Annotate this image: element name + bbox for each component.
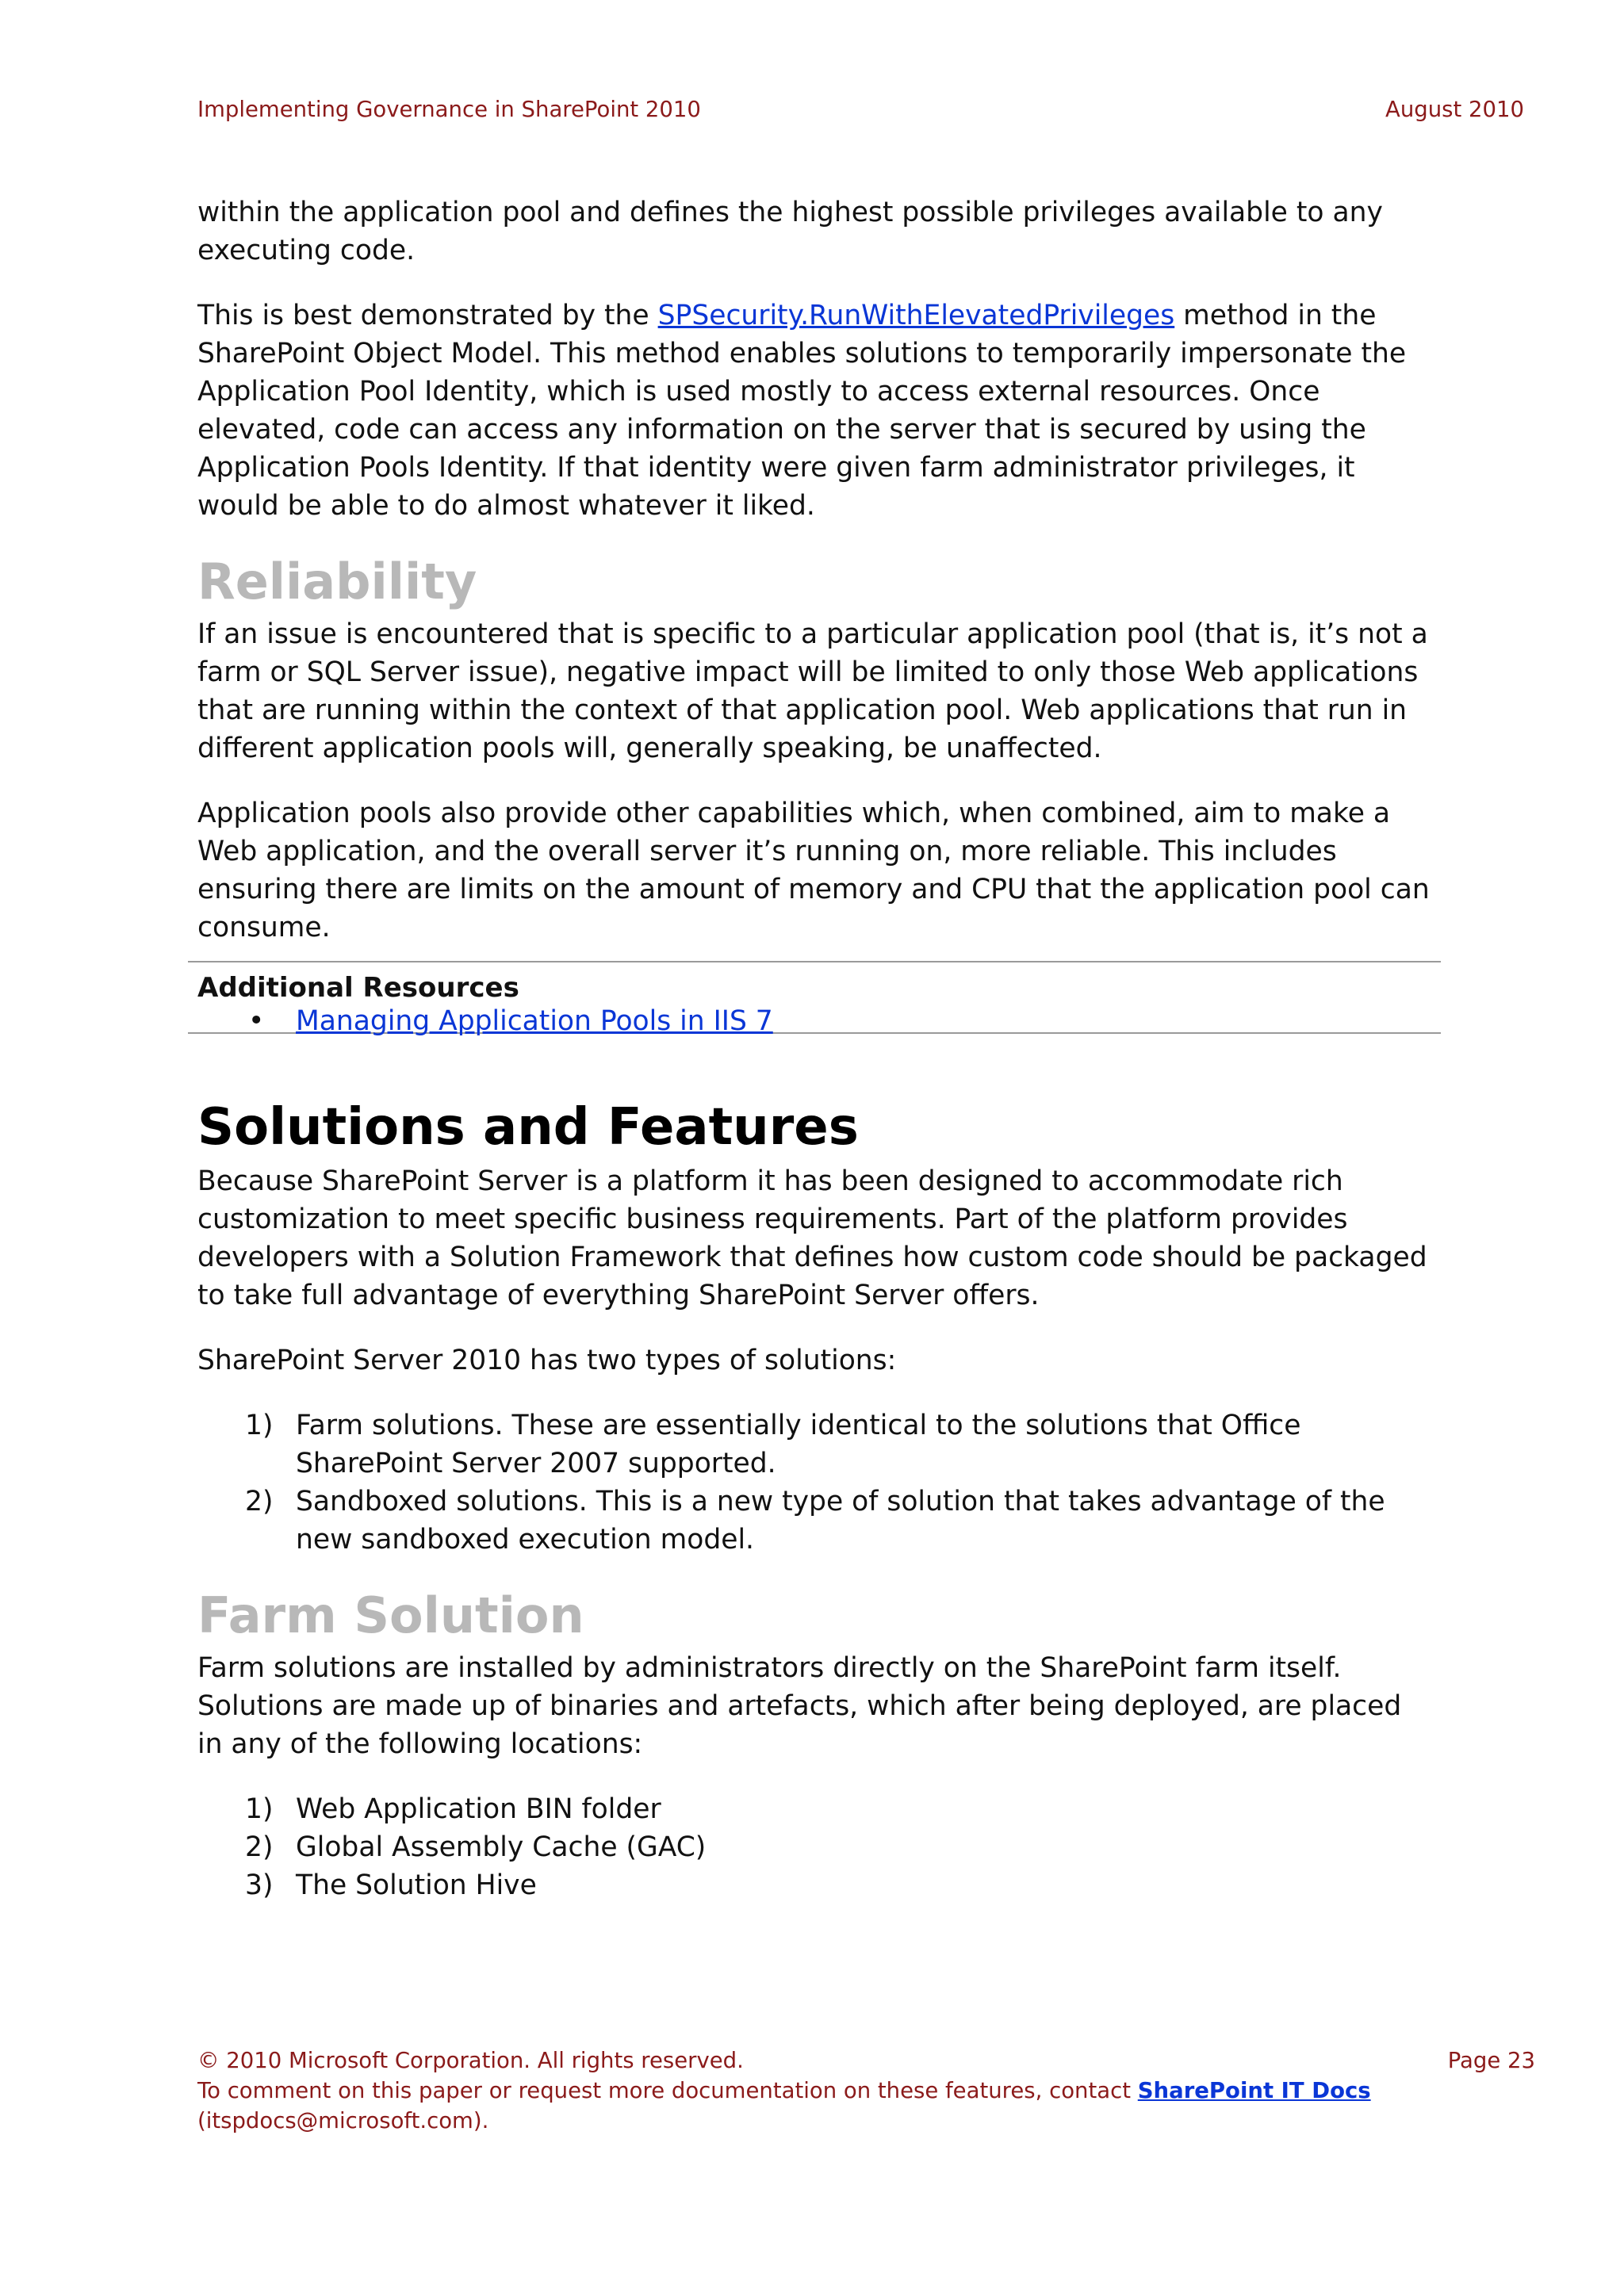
list-number: 1) — [245, 1793, 274, 1825]
list-item-text: Web Application BIN folder — [296, 1793, 661, 1825]
spacer — [197, 1034, 1434, 1096]
list-item-text: Farm solutions. These are essentially identical to the solutions that Office SharePoint Server 2007 supported. — [296, 1410, 1301, 1479]
paragraph-text: This is best demonstrated by the — [197, 300, 658, 331]
paragraph: SharePoint Server 2010 has two types of solutions: — [197, 1345, 897, 1376]
list-item — [197, 1483, 1434, 1559]
spsecurity-link[interactable]: SPSecurity.RunWithElevatedPrivileges — [657, 300, 1175, 331]
farm-solution-heading: Farm Solution — [197, 1586, 584, 1644]
additional-resources-title: Additional Resources — [197, 972, 519, 1004]
list-item-text: Sandboxed solutions. This is a new type of solution that takes advantage of the new sandboxed execution model. — [296, 1486, 1385, 1556]
footer-row — [197, 2045, 1535, 2076]
list-item — [197, 1866, 1434, 1904]
bullet-icon: • — [248, 1005, 265, 1037]
resource-list-item — [197, 1004, 1441, 1039]
document-date: August 2010 — [1385, 97, 1524, 122]
paragraph: Because SharePoint Server is a platform it has been designed to accommodate rich customization to meet specific business requirements. Part of the platform provides developers with a Solution Framework that defines how custom code should be packaged to take full advantage of everything SharePoint Server offers. — [197, 1165, 1427, 1311]
paragraph: If an issue is encountered that is specific to a particular application pool (that is, it’s not a farm or SQL Server issue), negative impact will be limited to only those Web applications that are running within the context of that application pool. Web applications that run in different application pools will, generally speaking, be unaffected. — [197, 618, 1428, 764]
managing-app-pools-link[interactable]: Managing Application Pools in IIS 7 — [296, 1005, 773, 1037]
list-item-text: The Solution Hive — [296, 1869, 537, 1901]
footer-email: (itspdocs@microsoft.com). — [197, 2108, 489, 2133]
list-number: 1) — [245, 1410, 274, 1441]
page-number: Page 23 — [1447, 2048, 1535, 2073]
locations-list — [197, 1790, 1434, 1904]
solution-types-list — [197, 1406, 1434, 1559]
document-body — [197, 193, 1434, 1931]
document-title: Implementing Governance in SharePoint 2010 — [197, 97, 701, 122]
paragraph: Application pools also provide other capabilities which, when combined, aim to make a Web application, and the overall server it’s running on, more reliable. This includes ensuring there are limits on the amount of memory and CPU that the application pool can consume. — [197, 798, 1430, 943]
list-item — [197, 1406, 1434, 1483]
list-item — [197, 1790, 1434, 1828]
paragraph-text: method in the SharePoint Object Model. This method enables solutions to temporarily impersonate the Application Pool Identity, which is used mostly to access external resources. Once elevated, code can access any information on the server that is secured by using the Application Pools Identity. If that identity were given farm administrator privileges, it would be able to do almost whatever it liked. — [197, 300, 1407, 522]
additional-resources-box — [188, 961, 1441, 1037]
page-header — [197, 97, 1524, 122]
footer-comment-text: To comment on this paper or request more documentation on these features, contact — [197, 2078, 1138, 2103]
sharepoint-it-docs-link[interactable]: SharePoint IT Docs — [1137, 2078, 1371, 2103]
paragraph — [197, 297, 1434, 525]
copyright-text: © 2010 Microsoft Corporation. All rights reserved. — [197, 2048, 744, 2073]
paragraph: Farm solutions are installed by administrators directly on the SharePoint farm itself. Solutions are made up of binaries and artefacts, which after being deployed, are placed in any of the following locations: — [197, 1652, 1402, 1760]
solutions-heading: Solutions and Features — [197, 1098, 859, 1157]
list-item — [197, 1828, 1434, 1866]
reliability-heading: Reliability — [197, 553, 477, 610]
list-number: 2) — [245, 1486, 274, 1517]
page-footer — [197, 2045, 1535, 2136]
paragraph: within the application pool and defines the highest possible privileges available to any executing code. — [197, 197, 1383, 266]
list-item-text: Global Assembly Cache (GAC) — [296, 1831, 707, 1863]
footer-comment — [197, 2076, 1535, 2106]
list-number: 3) — [245, 1869, 274, 1901]
list-number: 2) — [245, 1831, 274, 1863]
